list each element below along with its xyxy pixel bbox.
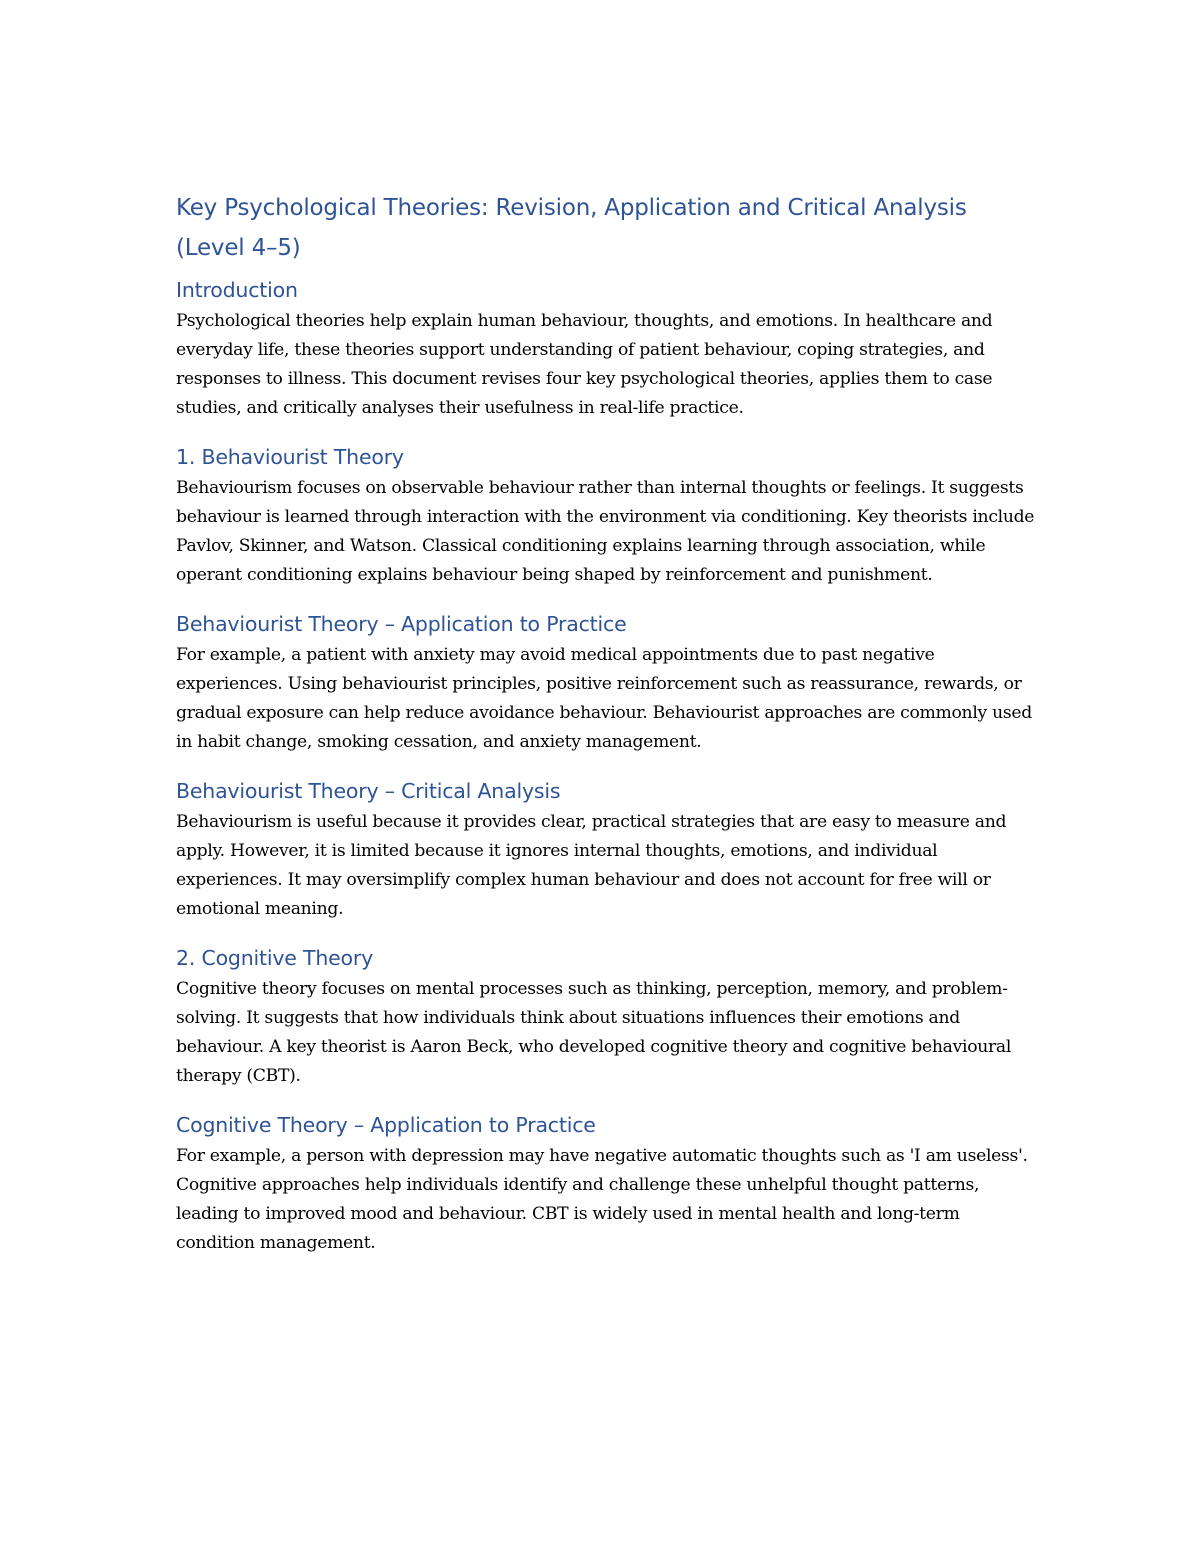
section-paragraph-behaviourist-application: For example, a patient with anxiety may avoid medical appointments due to past negative experiences. Using behaviourist principles, positive reinforcement such as reassurance, rewards, or gradual exposure can help reduce avoidance behaviour. Behaviourist approaches are commonly used in habit change, smoking cessation, and anxiety management.	[176, 645, 1032, 752]
document-title: Key Psychological Theories: Revision, Application and Critical Analysis (Level 4–5)	[176, 195, 967, 261]
section-paragraph-behaviourist-theory: Behaviourism focuses on observable behaviour rather than internal thoughts or feelings. It suggests behaviour is learned through interaction with the environment via conditioning. Key theorists include Pavlov, Skinner, and Watson. Classical conditioning explains learning through association, while operant conditioning explains behaviour being shaped by reinforcement and punishment.	[176, 478, 1035, 585]
section-heading-cognitive-theory: 2. Cognitive Theory	[176, 946, 374, 970]
section-heading-behaviourist-theory: 1. Behaviourist Theory	[176, 445, 404, 469]
section-heading-behaviourist-critical-analysis: Behaviourist Theory – Critical Analysis	[176, 779, 561, 803]
section-paragraph-cognitive-theory: Cognitive theory focuses on mental processes such as thinking, perception, memory, and problem-solving. It suggests that how individuals think about situations influences their emotions and behaviour. A key theorist is Aaron Beck, who developed cognitive theory and cognitive behavioural therapy (CBT).	[176, 979, 1012, 1086]
section-paragraph-introduction: Psychological theories help explain human behaviour, thoughts, and emotions. In healthcare and everyday life, these theories support understanding of patient behaviour, coping strategies, and responses to illness. This document revises four key psychological theories, applies them to case studies, and critically analyses their usefulness in real-life practice.	[176, 311, 993, 418]
document-body	[176, 188, 1036, 1278]
section-heading-cognitive-application: Cognitive Theory – Application to Practice	[176, 1113, 596, 1137]
section-paragraph-cognitive-application: For example, a person with depression may have negative automatic thoughts such as 'I am useless'. Cognitive approaches help individuals identify and challenge these unhelpful thought patterns, leading to improved mood and behaviour. CBT is widely used in mental health and long-term condition management.	[176, 1146, 1028, 1253]
section-paragraph-behaviourist-critical-analysis: Behaviourism is useful because it provides clear, practical strategies that are easy to measure and apply. However, it is limited because it ignores internal thoughts, emotions, and individual experiences. It may oversimplify complex human behaviour and does not account for free will or emotional meaning.	[176, 812, 1007, 919]
section-heading-behaviourist-application: Behaviourist Theory – Application to Practice	[176, 612, 627, 636]
section-heading-introduction: Introduction	[176, 278, 298, 302]
